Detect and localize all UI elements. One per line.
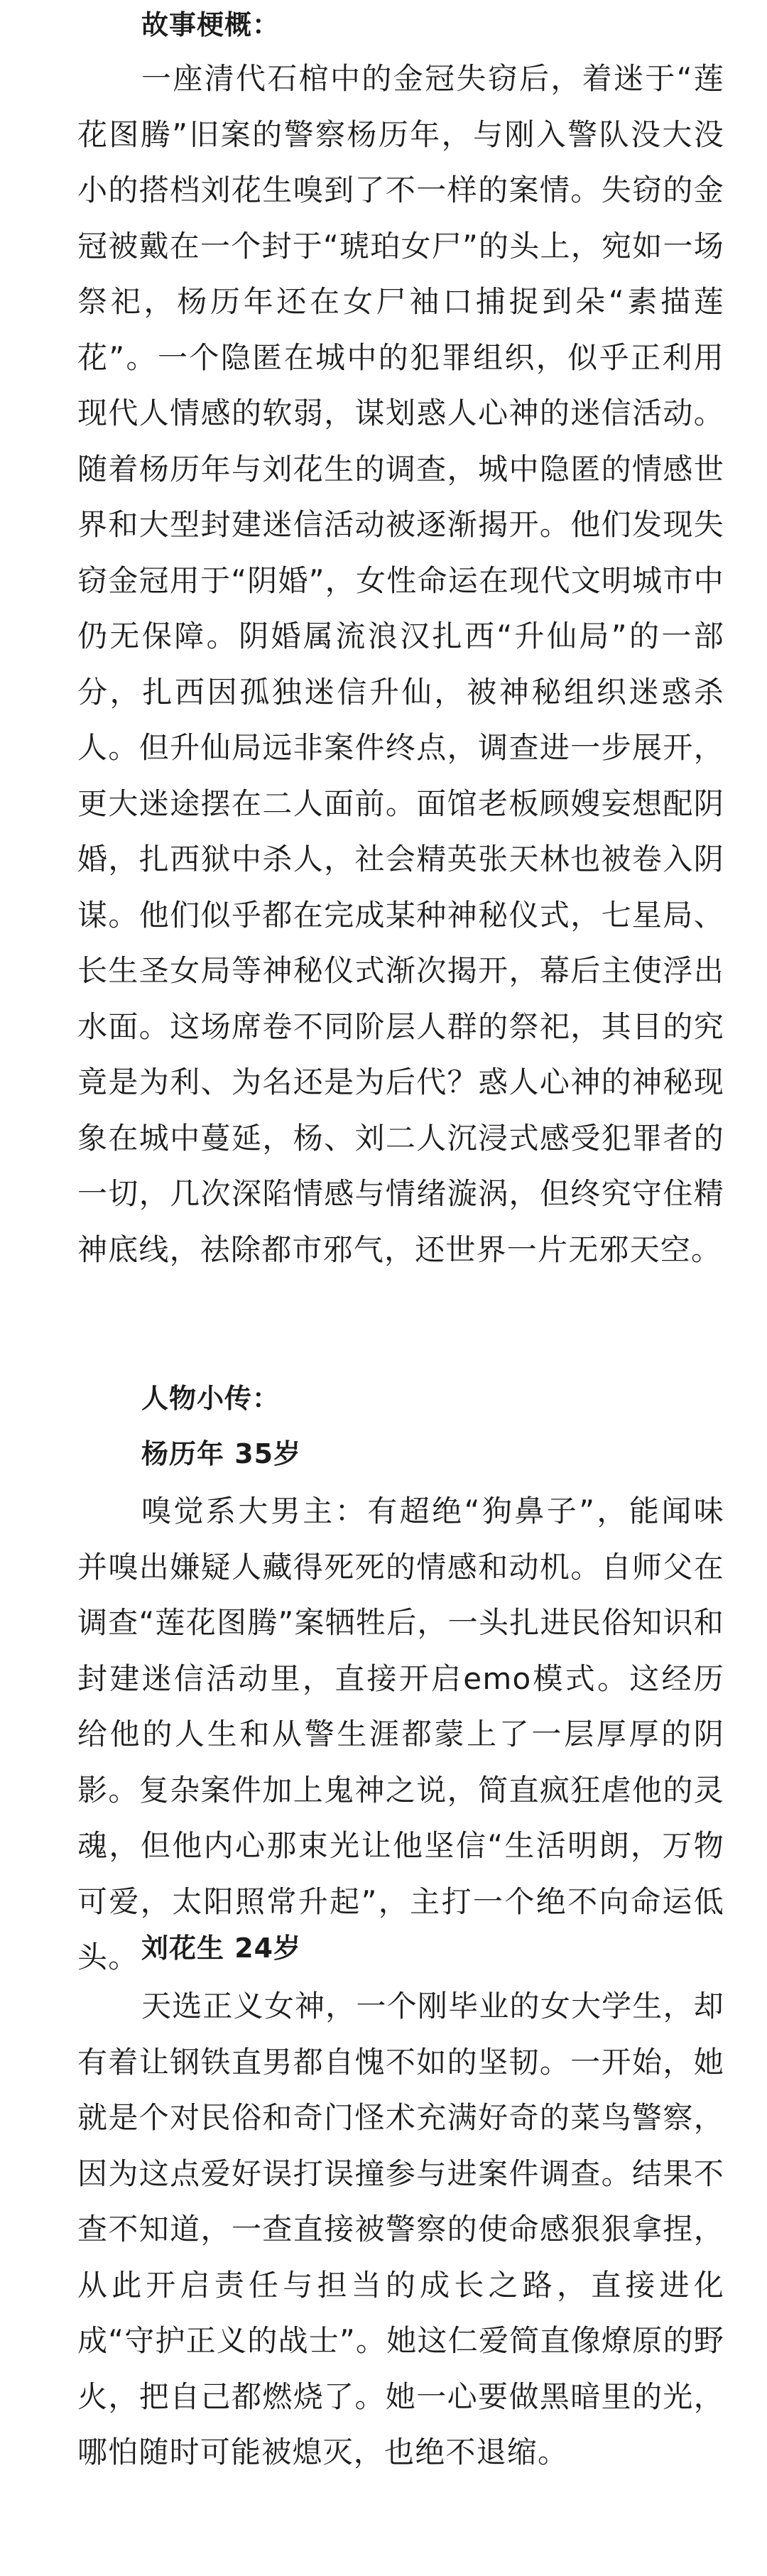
character-heading-liu-huasheng: 刘花生 24岁 [141, 1933, 302, 1964]
character-bios-heading: 人物小传： [141, 1383, 281, 1414]
summary-heading: 故事梗概： [141, 9, 281, 40]
character-bio-liu-huasheng: 天选正义女神，一个刚毕业的女大学生，却有着让钢铁直男都自愧不如的坚韧。一开始，她就是个对民俗和奇门怪术充满好奇的菜鸟警察，因为这点爱好误打误撞参与进案件调查。结果不查不知道，一查直接被警察的使命感狠狠拿捏，从此开启责任与担当的成长之路，直接进化成“守护正义的战士”。她这仁爱简直像燎原的野火，把自己都燃烧了。她一心要做黑暗里的光，哪怕随时可能被熄灭，也绝不退缩。 [77, 1989, 724, 2469]
summary-paragraph: 一座清代石棺中的金冠失窃后，着迷于“莲花图腾”旧案的警察杨历年，与刚入警队没大没小的搭档刘花生嗅到了不一样的案情。失窃的金冠被戴在一个封于“琥珀女尸”的头上，宛如一场祭祀，杨历年还在女尸袖口捕捉到朵“素描莲花”。一个隐匿在城中的犯罪组织，似乎正利用现代人情感的软弱，谋划惑人心神的迷信活动。随着杨历年与刘花生的调查，城中隐匿的情感世界和大型封建迷信活动被逐渐揭开。他们发现失窃金冠用于“阴婚”，女性命运在现代文明城市中仍无保障。阴婚属流浪汉扎西“升仙局”的一部分，扎西因孤独迷信升仙，被神秘组织迷惑杀人。但升仙局远非案件终点，调查进一步展开，更大迷途摆在二人面前。面馆老板顾嫂妄想配阴婚，扎西狱中杀人，社会精英张天林也被卷入阴谋。他们似乎都在完成某种神秘仪式，七星局、长生圣女局等神秘仪式渐次揭开，幕后主使浮出水面。这场席卷不同阶层人群的祭祀，其目的究竟是为利、为名还是为后代？惑人心神的神秘现象在城中蔓延，杨、刘二人沉浸式感受犯罪者的一切，几次深陷情感与情绪漩涡，但终究守住精神底线，祛除都市邪气，还世界一片无邪天空。 [77, 61, 724, 1267]
character-bio-yang-linian: 嗅觉系大男主：有超绝“狗鼻子”，能闻味并嗅出嫌疑人藏得死死的情感和动机。自师父在调查“莲花图腾”案牺牲后，一头扎进民俗知识和封建迷信活动里，直接开启emo模式。这经历给他的人生和从警生涯都蒙上了一层厚厚的阴影。复杂案件加上鬼神之说，简直疯狂虐他的灵魂，但他内心那束光让他坚信“生活明朗，万物可爱，太阳照常升起”，主打一个绝不向命运低头。 [77, 1494, 724, 1974]
character-heading-yang-linian: 杨历年 35岁 [141, 1438, 302, 1469]
